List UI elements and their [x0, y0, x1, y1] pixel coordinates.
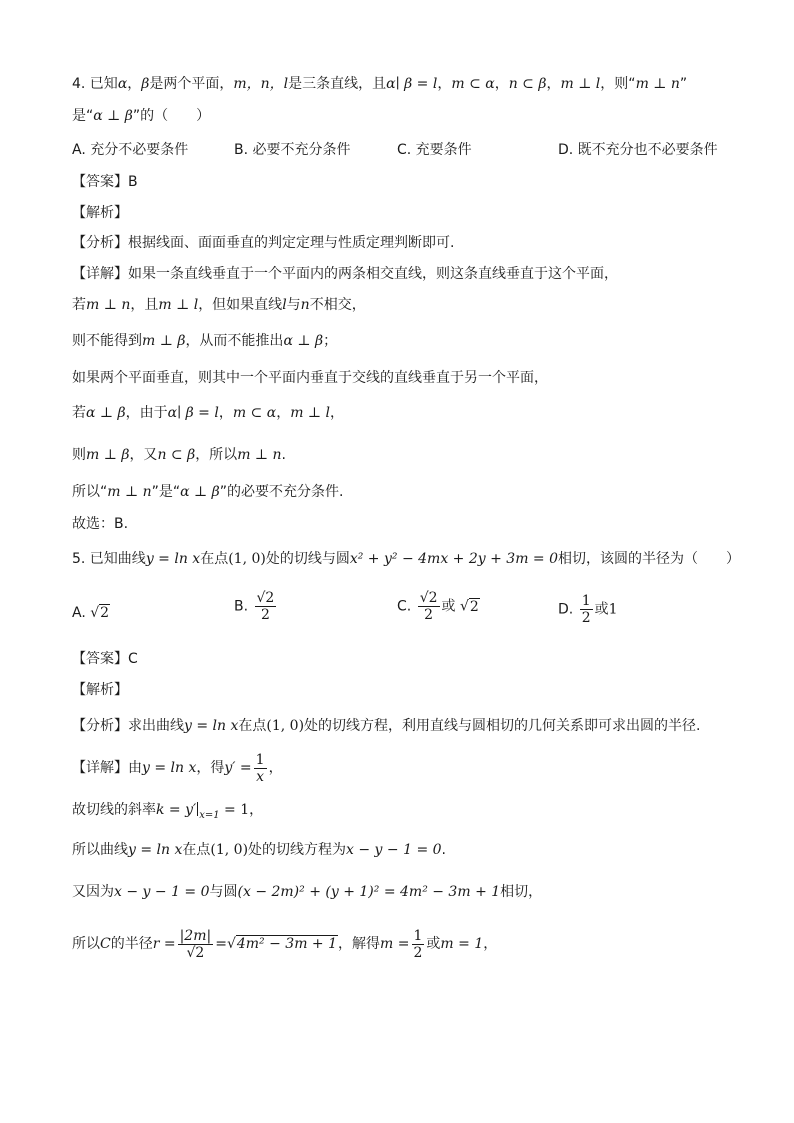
denominator: x — [256, 768, 265, 785]
text: ”的必要不充分条件. — [219, 484, 344, 500]
text: . — [281, 447, 286, 463]
sqrt: √2 — [459, 598, 479, 615]
text: 处的切线方程为 — [248, 842, 347, 858]
q4-detail-line1 — [72, 295, 366, 315]
q4-xiangjie: 【详解】如果一条直线垂直于一个平面内的两条相交直线，则这条直线垂直于这个平面， — [72, 266, 618, 282]
math-expr: (1, 0) — [228, 551, 266, 567]
text: 处的切线方程，利用直线与圆相切的几何关系即可求出圆的半径. — [304, 718, 701, 734]
text: ，从而不能推出 — [185, 333, 284, 349]
text: ，由于 — [125, 405, 168, 421]
text: ， — [127, 76, 142, 92]
math-expr: m ⊥ l — [560, 76, 601, 92]
fraction — [178, 928, 214, 961]
radicand: 2 — [100, 605, 110, 621]
q4-option-d: D. 既不充分也不必要条件 — [558, 142, 718, 158]
fraction — [254, 752, 267, 785]
text: 是“ — [72, 108, 94, 124]
text: 的半径 — [110, 936, 153, 952]
math-expr: α ⊥ β — [180, 484, 220, 500]
q5-stem — [72, 549, 740, 569]
text: 相切， — [500, 884, 543, 900]
q5-detail-line1 — [72, 750, 283, 786]
math-expr: (1, 0) — [266, 718, 305, 734]
text: 【分析】求出曲线 — [72, 718, 184, 734]
denominator: 2 — [260, 607, 270, 623]
text: ， — [437, 76, 452, 92]
text: ； — [323, 333, 338, 349]
q4-detail-line6 — [72, 482, 343, 502]
math-lines: m，n，l — [233, 76, 289, 92]
q5-option-c — [397, 590, 480, 623]
math-expr: y = ln x — [128, 842, 183, 858]
text: 又因为 — [72, 884, 114, 900]
fraction — [255, 590, 277, 623]
math-expr: x − y − 1 = 0 — [346, 842, 442, 858]
text: 5. 已知曲线 — [72, 551, 146, 567]
option-label: A. — [72, 605, 86, 621]
q5-detail-line3 — [72, 840, 446, 860]
math-l: l — [282, 297, 287, 313]
text: ， — [494, 76, 509, 92]
math-expr: m ⊥ n — [635, 76, 680, 92]
q4-stem-line2 — [72, 106, 210, 126]
text: ，且 — [130, 297, 159, 313]
numerator: √2 — [256, 590, 275, 606]
text: ， — [249, 802, 264, 818]
option-label: C. — [397, 598, 412, 615]
q4-option-b: B. 必要不充分条件 — [234, 142, 351, 158]
text: 若 — [72, 405, 86, 421]
text: ”是“ — [151, 484, 181, 500]
q4-answer: 【答案】B — [72, 174, 138, 190]
math-C: C — [100, 936, 111, 952]
radicand: 2 — [469, 598, 479, 615]
value: 1 — [608, 601, 618, 618]
math-expr: α ⊥ β — [93, 108, 133, 124]
text: 若 — [72, 297, 86, 313]
text: ”的（ ） — [132, 108, 211, 124]
math-expr: y = ln x — [145, 551, 201, 567]
denominator: √2 — [186, 944, 205, 961]
q5-detail-line5 — [72, 924, 497, 964]
math-expr: m ⊂ α — [232, 405, 277, 421]
fraction — [412, 928, 425, 961]
numerator: 1 — [255, 751, 265, 768]
q4-detail-line2 — [72, 331, 337, 351]
fraction — [580, 593, 593, 626]
text: . — [441, 842, 446, 858]
math-beta: β — [141, 76, 150, 92]
q4-analysis-heading: 【解析】 — [72, 205, 128, 221]
sqrt: √2 — [90, 605, 110, 621]
math-expr: m = 1 — [440, 936, 484, 952]
q5-detail-line2 — [72, 800, 263, 826]
text: 所以“ — [72, 484, 108, 500]
text: ， — [330, 405, 345, 421]
fraction — [418, 590, 440, 623]
text: ，但如果直线 — [198, 297, 283, 313]
text: 是三条直线，且 — [288, 76, 387, 92]
radicand: 4m² − 3m + 1 — [236, 936, 338, 952]
q4-detail-line5 — [72, 445, 286, 465]
text: ” — [679, 76, 688, 92]
numerator: 1 — [413, 927, 423, 944]
math-expr: r = — [152, 936, 176, 952]
text: ，又 — [129, 447, 158, 463]
q4-stem-line1 — [72, 74, 687, 94]
text: 或 — [594, 601, 609, 618]
text: 或 — [441, 598, 456, 615]
denominator: 2 — [581, 610, 591, 626]
math-expr: y = ln x — [142, 760, 197, 776]
text: 则 — [72, 447, 86, 463]
math-expr: m ⊥ l — [290, 405, 331, 421]
q4-option-c: C. 充要条件 — [397, 142, 472, 158]
numerator: √2 — [419, 590, 438, 606]
text: ，则“ — [600, 76, 636, 92]
q5-analysis-heading: 【解析】 — [72, 682, 128, 698]
q4-detail-line3: 如果两个平面垂直，则其中一个平面内垂直于交线的直线垂直于另一个平面， — [72, 370, 548, 386]
q5-answer: 【答案】C — [72, 651, 138, 667]
q5-fenxi — [72, 716, 700, 736]
math-expr: n ⊂ β — [157, 447, 196, 463]
q4-fenxi: 【分析】根据线面、面面垂直的判定定理与性质定理判断即可. — [72, 235, 455, 251]
option-label: B. — [234, 598, 249, 615]
math-expr: α ⊥ β — [283, 333, 324, 349]
text: 在点 — [238, 718, 267, 734]
text: 则不能得到 — [72, 333, 142, 349]
math-expr: m ⊥ n — [237, 447, 282, 463]
math-expr: y = ln x — [184, 718, 239, 734]
math-expr: x² + y² − 4mx + 2y + 3m = 0 — [349, 551, 559, 567]
math-expr: m ⊥ n — [107, 484, 152, 500]
math-expr: (x − 2m)² + (y + 1)² = 4m² − 3m + 1 — [237, 884, 501, 900]
text: 是两个平面， — [149, 76, 234, 92]
text: 所以曲线 — [72, 842, 128, 858]
math-expr: m ⊥ l — [158, 297, 199, 313]
denominator: 2 — [413, 944, 423, 961]
text: ， — [546, 76, 561, 92]
text: ，得 — [196, 760, 225, 776]
text: 故切线的斜率 — [72, 802, 156, 818]
numerator: 1 — [581, 593, 591, 609]
text: ， — [218, 405, 233, 421]
text: 相切，该圆的半径为（ ） — [558, 551, 741, 567]
text: 与 — [286, 297, 301, 313]
text: 在点 — [182, 842, 211, 858]
math-expr: k = y′ — [156, 802, 197, 818]
math-expr: α∣ β = l — [167, 405, 219, 421]
math-alpha: α — [117, 76, 128, 92]
math-expr: m ⊥ β — [142, 333, 186, 349]
math-expr: y′ = — [224, 760, 252, 776]
q5-option-b — [234, 590, 278, 623]
text: ， — [483, 936, 498, 952]
numerator: |2m| — [179, 927, 212, 944]
text: 或 — [426, 936, 441, 952]
text: 在点 — [200, 551, 229, 567]
sqrt: √4m² − 3m + 1 — [226, 936, 338, 952]
q4-detail-line4 — [72, 403, 344, 423]
denominator: 2 — [424, 607, 434, 623]
text: ，所以 — [195, 447, 238, 463]
q4-option-a: A. 充分不必要条件 — [72, 142, 189, 158]
math-expr: m ⊂ α — [451, 76, 495, 92]
subscript: x=1 — [199, 809, 220, 821]
math-expr: α∣ β = l — [386, 76, 438, 92]
q5-option-d — [558, 593, 618, 626]
q4-conclusion: 故选：B. — [72, 516, 129, 532]
math-expr: α ⊥ β — [86, 405, 126, 421]
text: 所以 — [72, 936, 100, 952]
option-label: D. — [558, 601, 574, 618]
math-n: n — [300, 297, 310, 313]
text: 与圆 — [209, 884, 238, 900]
equals: = — [215, 936, 227, 952]
text: 【详解】由 — [72, 760, 142, 776]
q5-option-a — [72, 603, 110, 623]
math-expr: n ⊂ β — [508, 76, 547, 92]
text: 不相交， — [309, 297, 366, 313]
math-expr: m = — [380, 936, 410, 952]
math-expr: m ⊥ n — [86, 297, 131, 313]
text: ， — [276, 405, 291, 421]
q5-detail-line4 — [72, 882, 542, 902]
math-expr: x − y − 1 = 0 — [114, 884, 210, 900]
math-expr: = 1 — [219, 802, 250, 818]
q4-number-text: 4. 已知 — [72, 76, 118, 92]
text: ，解得 — [338, 936, 381, 952]
text: ， — [268, 760, 283, 776]
text: 处的切线与圆 — [265, 551, 350, 567]
math-expr: m ⊥ β — [86, 447, 130, 463]
math-expr: (1, 0) — [210, 842, 249, 858]
